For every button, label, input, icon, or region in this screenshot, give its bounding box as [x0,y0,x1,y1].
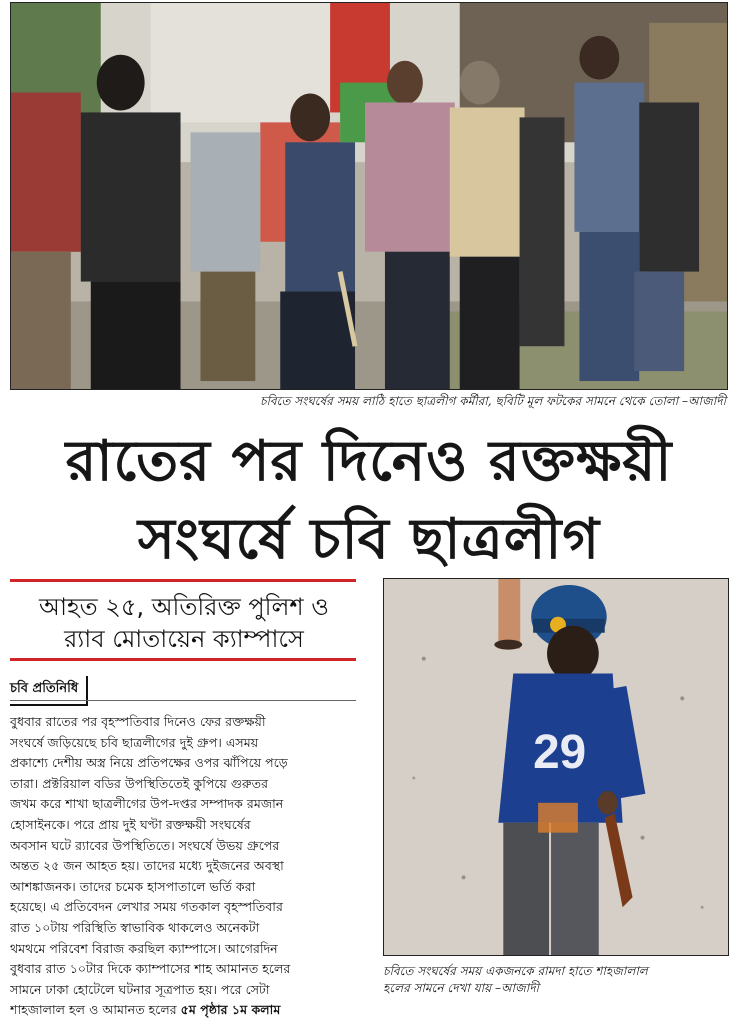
headline-line-1: রাতের পর দিনেও রক্তক্ষয়ী [65,429,673,494]
body-last-line [10,1000,360,1021]
continued-jump-link[interactable]: ৫ম পৃষ্ঠার ১ম কলাম [180,1002,281,1018]
body-line: বুধবার রাত ১০টার দিকে ক্যাম্পাসের শাহ আমানত হলের [10,961,291,977]
body-line: শাহজালাল হল ও আমানত হলের [10,1002,177,1018]
top-photo-caption: চবিতে সংঘর্ষের সময় লাঠি হাতে ছাত্রলীগ কর্মীরা, ছবিটি মূল ফটকের সামনে থেকে তোলা –আজাদী [260,394,726,408]
subhead-top-rule [10,579,356,582]
subhead-bottom-rule [10,658,356,661]
body-line: অবসান ঘটে র‌্যাবের উপস্থিতিতে। সংঘর্ষে উভয় গ্রুপের [10,837,280,853]
byline: চবি প্রতিনিধি [10,676,88,706]
side-photo-caption-line-1: চবিতে সংঘর্ষের সময় একজনকে রামদা হাতে শাহজালাল [383,964,648,978]
byline-rule [10,700,356,701]
top-photo-illustration [11,3,727,389]
article-body [10,712,360,1021]
subhead-line-1: আহত ২৫, অতিরিক্ত পুলিশ ও [39,593,329,621]
body-line: তারা। প্রক্টরিয়াল বডির উপস্থিতিতেই কুপিয়ে গুরুতর [10,775,269,791]
body-line: হয়েছে। এ প্রতিবেদন লেখার সময় গতকাল বৃহস্পতিবার [10,899,283,915]
headline-line-2: সংঘর্ষে চবি ছাত্রলীগ [137,507,601,572]
body-line: বুধবার রাতের পর বৃহস্পতিবার দিনেও ফের রক্তক্ষয়ী [10,714,266,729]
body-line: থমথমে পরিবেশ বিরাজ করছিল ক্যাম্পাসে। আগেরদিন [10,940,278,956]
body-line: সামনে ঢাকা হোটেলে ঘটনার সূত্রপাত হয়। পরে সেটা [10,981,270,997]
body-line: সংঘর্ষে জড়িয়েছে চবি ছাত্রলীগের দুই গ্রুপ। এসময় [10,734,259,750]
subhead-line-2: র‌্যাব মোতায়েন ক্যাম্পাসে [64,625,304,653]
body-line: রাত ১০টায় পরিস্থিতি স্বাভাবিক থাকলেও অনেকটা [10,919,260,935]
side-photo-caption-line-2: হলের সামনে দেখা যায় –আজাদী [383,981,539,995]
body-line: জখম করে শাখা ছাত্রলীগের উপ-দপ্তর সম্পাদক রমজান [10,796,284,812]
body-line: প্রকাশ্যে দেশীয় অস্ত্র নিয়ে প্রতিপক্ষের ওপর ঝাঁপিয়ে পড়ে [10,755,288,771]
body-line: আশঙ্কাজনক। তাদের চমেক হাসপাতালে ভর্তি করা [10,878,256,894]
jersey-number: 29 [533,725,587,779]
body-line: অন্তত ২৫ জন আহত হয়। তাদের মধ্যে দুইজনের অবস্থা [10,858,284,874]
body-line: হোসাইনকে। পরে প্রায় দুই ঘণ্টা রক্তক্ষয়ী সংঘর্ষের [10,816,251,832]
side-photo [383,578,729,956]
side-photo-illustration [384,579,728,955]
top-photo [10,2,728,390]
